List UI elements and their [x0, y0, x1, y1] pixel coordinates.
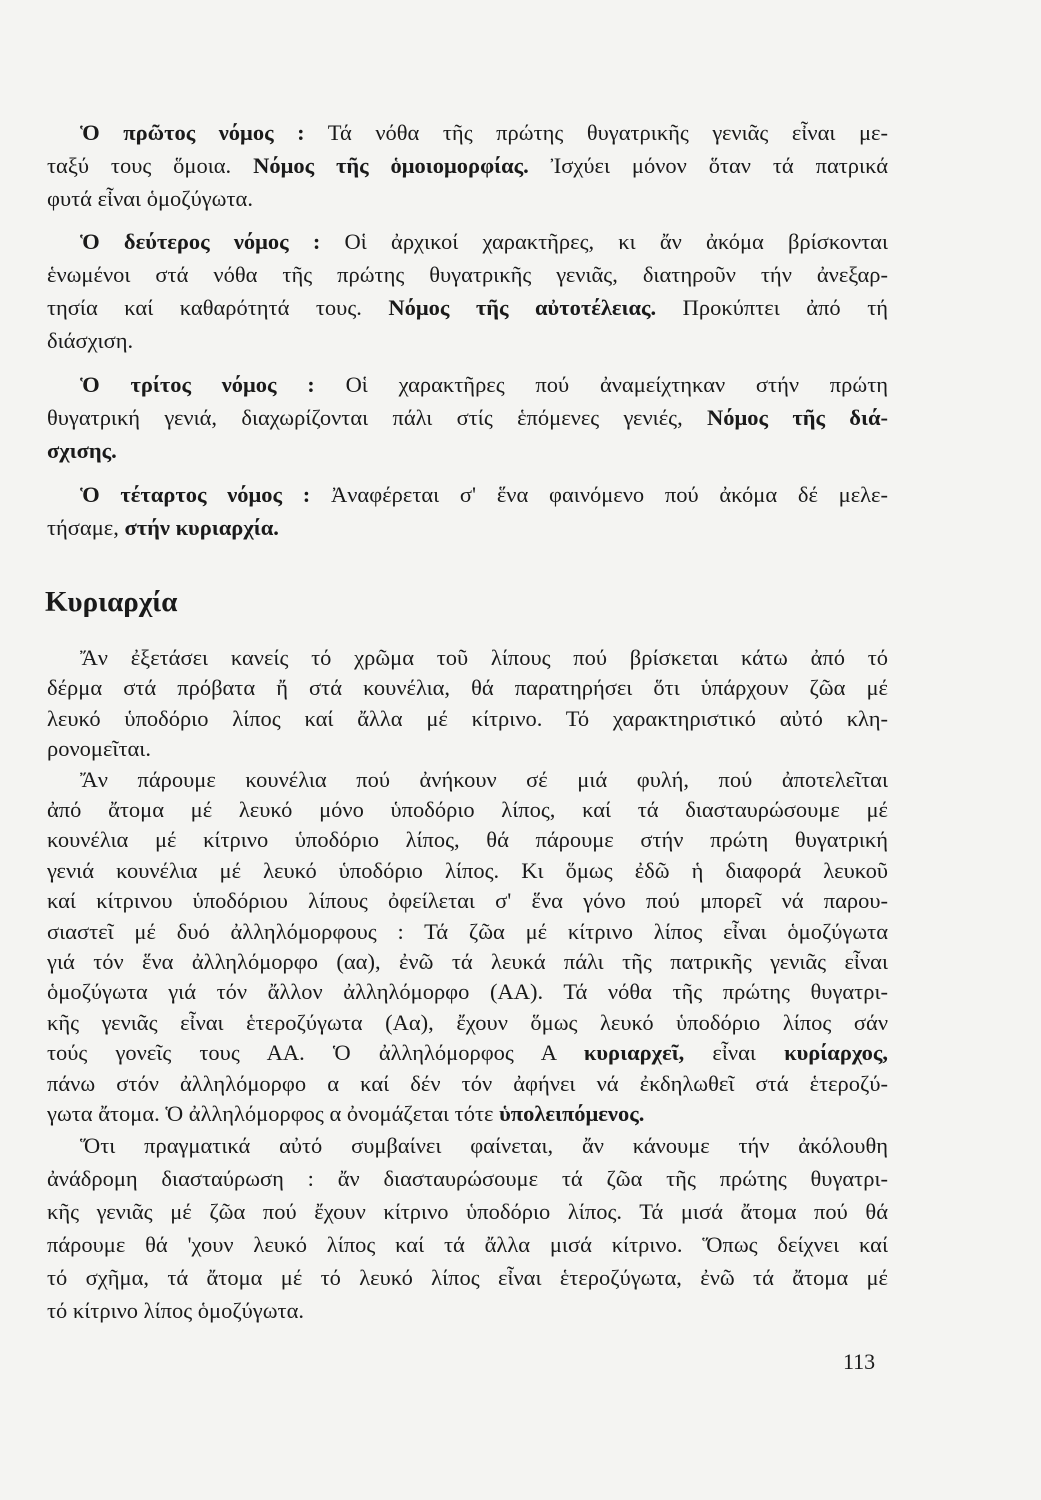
bold-term: Ὁ δεύτερος νόμος :	[80, 229, 321, 254]
bold-term: Νόμος τῆς διά-	[707, 405, 888, 430]
bold-term: σχισης.	[47, 438, 117, 463]
text-line	[47, 1230, 888, 1260]
page-number: 113	[843, 1349, 876, 1374]
text-run: ἀνάδρομη διασταύρωση : ἄν διασταυρώσουμε τά ζῶα τῆς πρώτης θυγατρι-	[47, 1166, 888, 1191]
text-run: τησία καί καθαρότητά τους.	[47, 295, 389, 320]
text-run: κῆς γενιᾶς μέ ζῶα πού ἔχουν κίτρινο ὑποδόριο λίπος. Τά μισά ἄτομα πού θά	[47, 1199, 888, 1224]
text-line	[47, 977, 888, 1007]
text-run: πάρουμε θά 'χουν λευκό λίπος καί τά ἄλλα μισά κίτρινο. Ὅπως δείχνει καί	[47, 1232, 888, 1257]
bold-term: Νόμος τῆς αὐτοτέλειας.	[388, 295, 657, 320]
text-line	[80, 118, 888, 148]
text-run: θυγατρική γενιά, διαχωρίζονται πάλι στίς ἑπόμενες γενιές,	[47, 405, 708, 430]
text-run: γενιά κουνέλια μέ λευκό ὑποδόριο λίπος. Κι ὅμως ἐδῶ ἡ διαφορά λευκοῦ	[47, 858, 888, 883]
text-run: ὁμοζύγωτα γιά τόν ἄλλον ἀλληλόμορφο (ΑΑ). Τά νόθα τῆς πρώτης θυγατρι-	[47, 979, 888, 1004]
text-run: φυτά εἶναι ὁμοζύγωτα.	[47, 186, 253, 211]
text-line	[47, 436, 888, 466]
text-run: Ἄν πάρουμε κουνέλια πού ἀνήκουν σέ μιά φυλή, πού ἀποτελεῖται	[80, 767, 888, 792]
text-run: ἀπό ἄτομα μέ λευκό μόνο ὑποδόριο λίπος, καί τά διασταυρώσουμε μέ	[47, 797, 888, 822]
bold-term: Ὁ πρῶτος νόμος :	[80, 120, 305, 145]
text-run: λευκό ὑποδόριο λίπος καί ἄλλα μέ κίτρινο. Τό χαρακτηριστικό αὐτό κλη-	[47, 706, 888, 731]
text-line	[47, 151, 888, 181]
text-line	[47, 673, 888, 703]
bold-term: ὑπολειπόμενος.	[499, 1101, 645, 1126]
text-run: τούς γονεῖς τους ΑΑ. Ὁ ἀλληλόμορφος Α	[47, 1040, 584, 1065]
text-line	[47, 326, 888, 356]
bold-term: κυρίαρχος,	[784, 1040, 888, 1065]
text-line	[47, 917, 888, 947]
text-run: εἶναι	[684, 1040, 785, 1065]
bold-term: Νόμος τῆς ὁμοιομορφίας.	[253, 153, 529, 178]
text-run: ἑνωμένοι στά νόθα τῆς πρώτης θυγατρικῆς γενιᾶς, διατηροῦν τήν ἀνεξαρ-	[47, 262, 888, 287]
text-line	[80, 370, 888, 400]
text-line	[47, 513, 888, 543]
text-run: Τά νόθα τῆς πρώτης θυγατρικῆς γενιᾶς εἶναι με-	[304, 120, 888, 145]
text-run: ρονομεῖται.	[47, 736, 151, 761]
text-line	[47, 1008, 888, 1038]
text-line	[47, 1296, 888, 1326]
text-run: Ἰσχύει μόνον ὅταν τά πατρικά	[528, 153, 888, 178]
text-run: Ἄν ἐξετάσει κανείς τό χρῶμα τοῦ λίπους πού βρίσκεται κάτω ἀπό τό	[80, 645, 888, 670]
text-line	[47, 886, 888, 916]
text-line	[47, 825, 888, 855]
text-line	[47, 403, 888, 433]
text-run: διάσχιση.	[47, 328, 134, 353]
text-line	[47, 1069, 888, 1099]
text-line	[47, 1164, 888, 1194]
text-line	[47, 1263, 888, 1293]
text-run: κουνέλια μέ κίτρινο ὑποδόριο λίπος, θά πάρουμε στήν πρώτη θυγατρική	[47, 827, 888, 852]
text-line	[47, 795, 888, 825]
bold-term: Ὁ τέταρτος νόμος :	[80, 482, 311, 507]
text-line	[80, 227, 888, 257]
text-line	[47, 734, 888, 764]
text-run: κῆς γενιᾶς εἶναι ἑτεροζύγωτα (Αα), ἔχουν ὅμως λευκό ὑποδόριο λίπος σάν	[47, 1010, 888, 1035]
text-run: τό κίτρινο λίπος ὁμοζύγωτα.	[47, 1298, 305, 1323]
text-line	[80, 765, 888, 795]
bold-term: Ὁ τρίτος νόμος :	[80, 372, 315, 397]
text-line	[47, 1197, 888, 1227]
text-line	[47, 293, 888, 323]
text-run: Προκύπτει ἀπό τή	[656, 295, 888, 320]
text-run: γωτα ἄτομα. Ὁ ἀλληλόμορφος α ὀνομάζεται τότε	[47, 1101, 500, 1126]
text-line	[47, 704, 888, 734]
text-run: καί κίτρινου ὑποδόριου λίπους ὀφείλεται σ' ἕνα γόνο πού μπορεῖ νά παρου-	[47, 888, 888, 913]
text-run: γιά τόν ἕνα ἀλληλόμορφο (αα), ἐνῶ τά λευκά πάλι τῆς πατρικῆς γενιᾶς εἶναι	[47, 949, 888, 974]
text-line	[47, 260, 888, 290]
text-line	[47, 1038, 888, 1068]
text-run: Ἀναφέρεται σ' ἕνα φαινόμενο πού ἀκόμα δέ μελε-	[310, 482, 888, 507]
text-run: σιαστεῖ μέ δυό ἀλληλόμορφους : Τά ζῶα μέ κίτρινο λίπος εἶναι ὁμοζύγωτα	[47, 919, 888, 944]
text-run: Οἱ χαρακτῆρες πού ἀναμείχτηκαν στήν πρώτη	[314, 372, 888, 397]
text-run: τήσαμε,	[47, 515, 125, 540]
text-line	[47, 947, 888, 977]
text-line	[80, 480, 888, 510]
text-run: δέρμα στά πρόβατα ἤ στά κουνέλια, θά παρατηρήσει ὅτι ὑπάρχουν ζῶα μέ	[47, 675, 888, 700]
bold-term: στήν κυριαρχία.	[124, 515, 279, 540]
text-line	[47, 1099, 888, 1129]
text-line	[80, 1131, 888, 1161]
text-run: τό σχῆμα, τά ἄτομα μέ τό λευκό λίπος εἶναι ἑτεροζύγωτα, ἐνῶ τά ἄτομα μέ	[47, 1265, 888, 1290]
text-run: πάνω στόν ἀλληλόμορφο α καί δέν τόν ἀφήνει νά ἐκδηλωθεῖ στά ἑτεροζύ-	[47, 1071, 888, 1096]
text-run: ταξύ τους ὅμοια.	[47, 153, 254, 178]
text-run: Ὅτι πραγματικά αὐτό συμβαίνει φαίνεται, ἄν κάνουμε τήν ἀκόλουθη	[80, 1133, 888, 1158]
section-heading: Κυριαρχία	[45, 586, 178, 618]
text-line	[47, 856, 888, 886]
text-line	[80, 643, 888, 673]
text-line	[47, 184, 888, 214]
bold-term: κυριαρχεῖ,	[583, 1040, 685, 1065]
text-run: Οἱ ἀρχικοί χαρακτῆρες, κι ἄν ἀκόμα βρίσκονται	[320, 229, 888, 254]
